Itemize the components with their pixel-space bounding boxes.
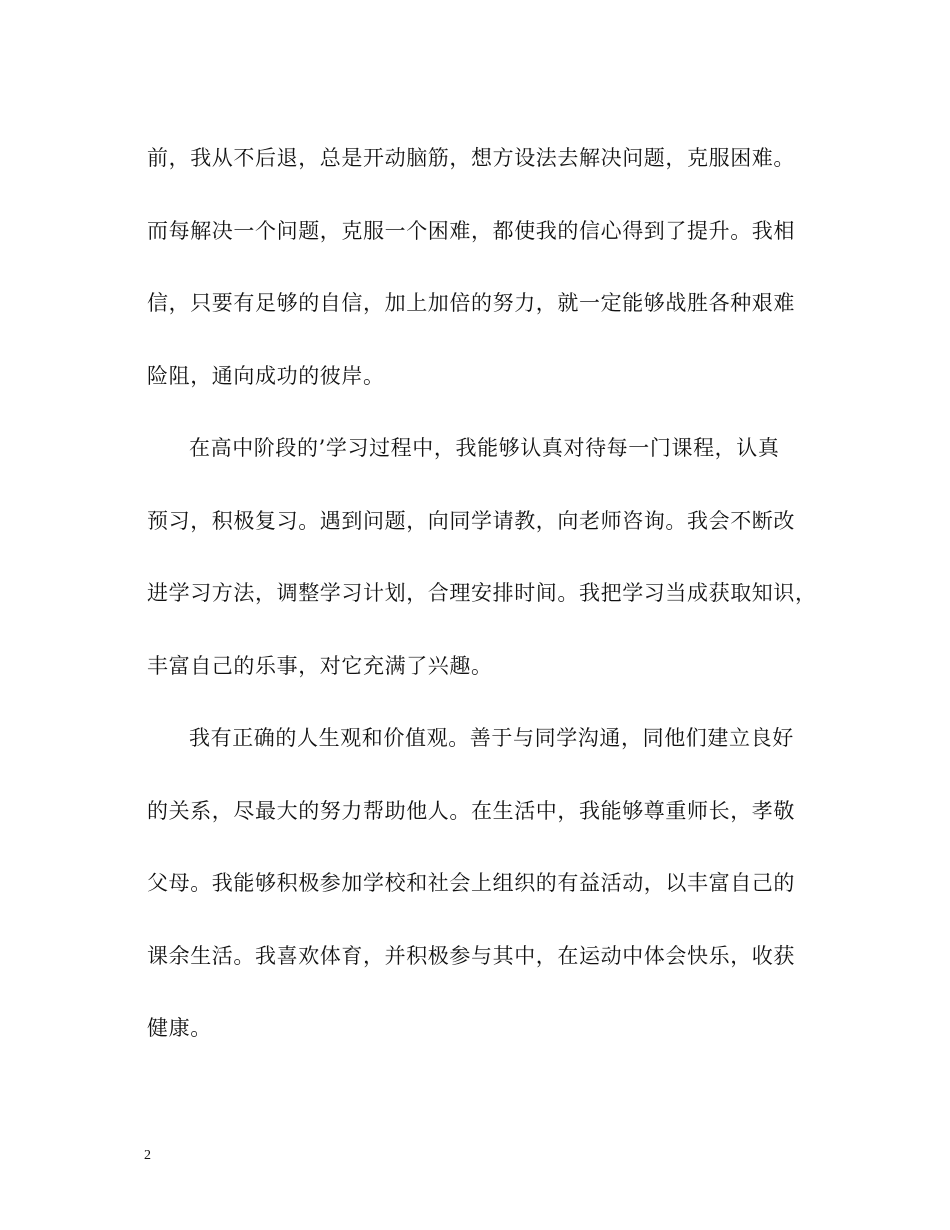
paragraph-first-line: 我有正确的人生观和价值观。善于与同学沟通，同他们建立良好: [189, 726, 794, 750]
page-number: 2: [144, 1148, 151, 1163]
paragraph-first-line: 在高中阶段的’学习过程中，我能够认真对待每一门课程，认真: [189, 436, 780, 460]
text-line: 而每解决一个问题，克服一个困难，都使我的信心得到了提升。我相: [147, 218, 795, 243]
text-line: 信，只要有足够的自信，加上加倍的努力，就一定能够战胜各种艰难: [147, 291, 795, 315]
text-line: 课余生活。我喜欢体育，并积极参与其中，在运动中体会快乐，收获: [147, 943, 795, 968]
text-line: 健康。: [147, 1016, 212, 1040]
text-line: 险阻，通向成功的彼岸。: [147, 363, 385, 388]
text-line: 预习，积极复习。遇到问题，向同学请教，向老师咨询。我会不断改: [147, 508, 795, 533]
text-line: 进学习方法，调整学习计划，合理安排时间。我把学习当成获取知识，: [147, 581, 817, 605]
text-line: 的关系，尽最大的努力帮助他人。在生活中，我能够尊重师长，孝敬: [147, 798, 795, 823]
text-line: 丰富自己的乐事，对它充满了兴趣。: [147, 653, 493, 678]
text-line: 前，我从不后退，总是开动脑筋，想方设法去解决问题，克服困难。: [147, 146, 795, 170]
text-line: 父母。我能够积极参加学校和社会上组织的有益活动，以丰富自己的: [147, 871, 795, 895]
body-text: [147, 130, 817, 1073]
